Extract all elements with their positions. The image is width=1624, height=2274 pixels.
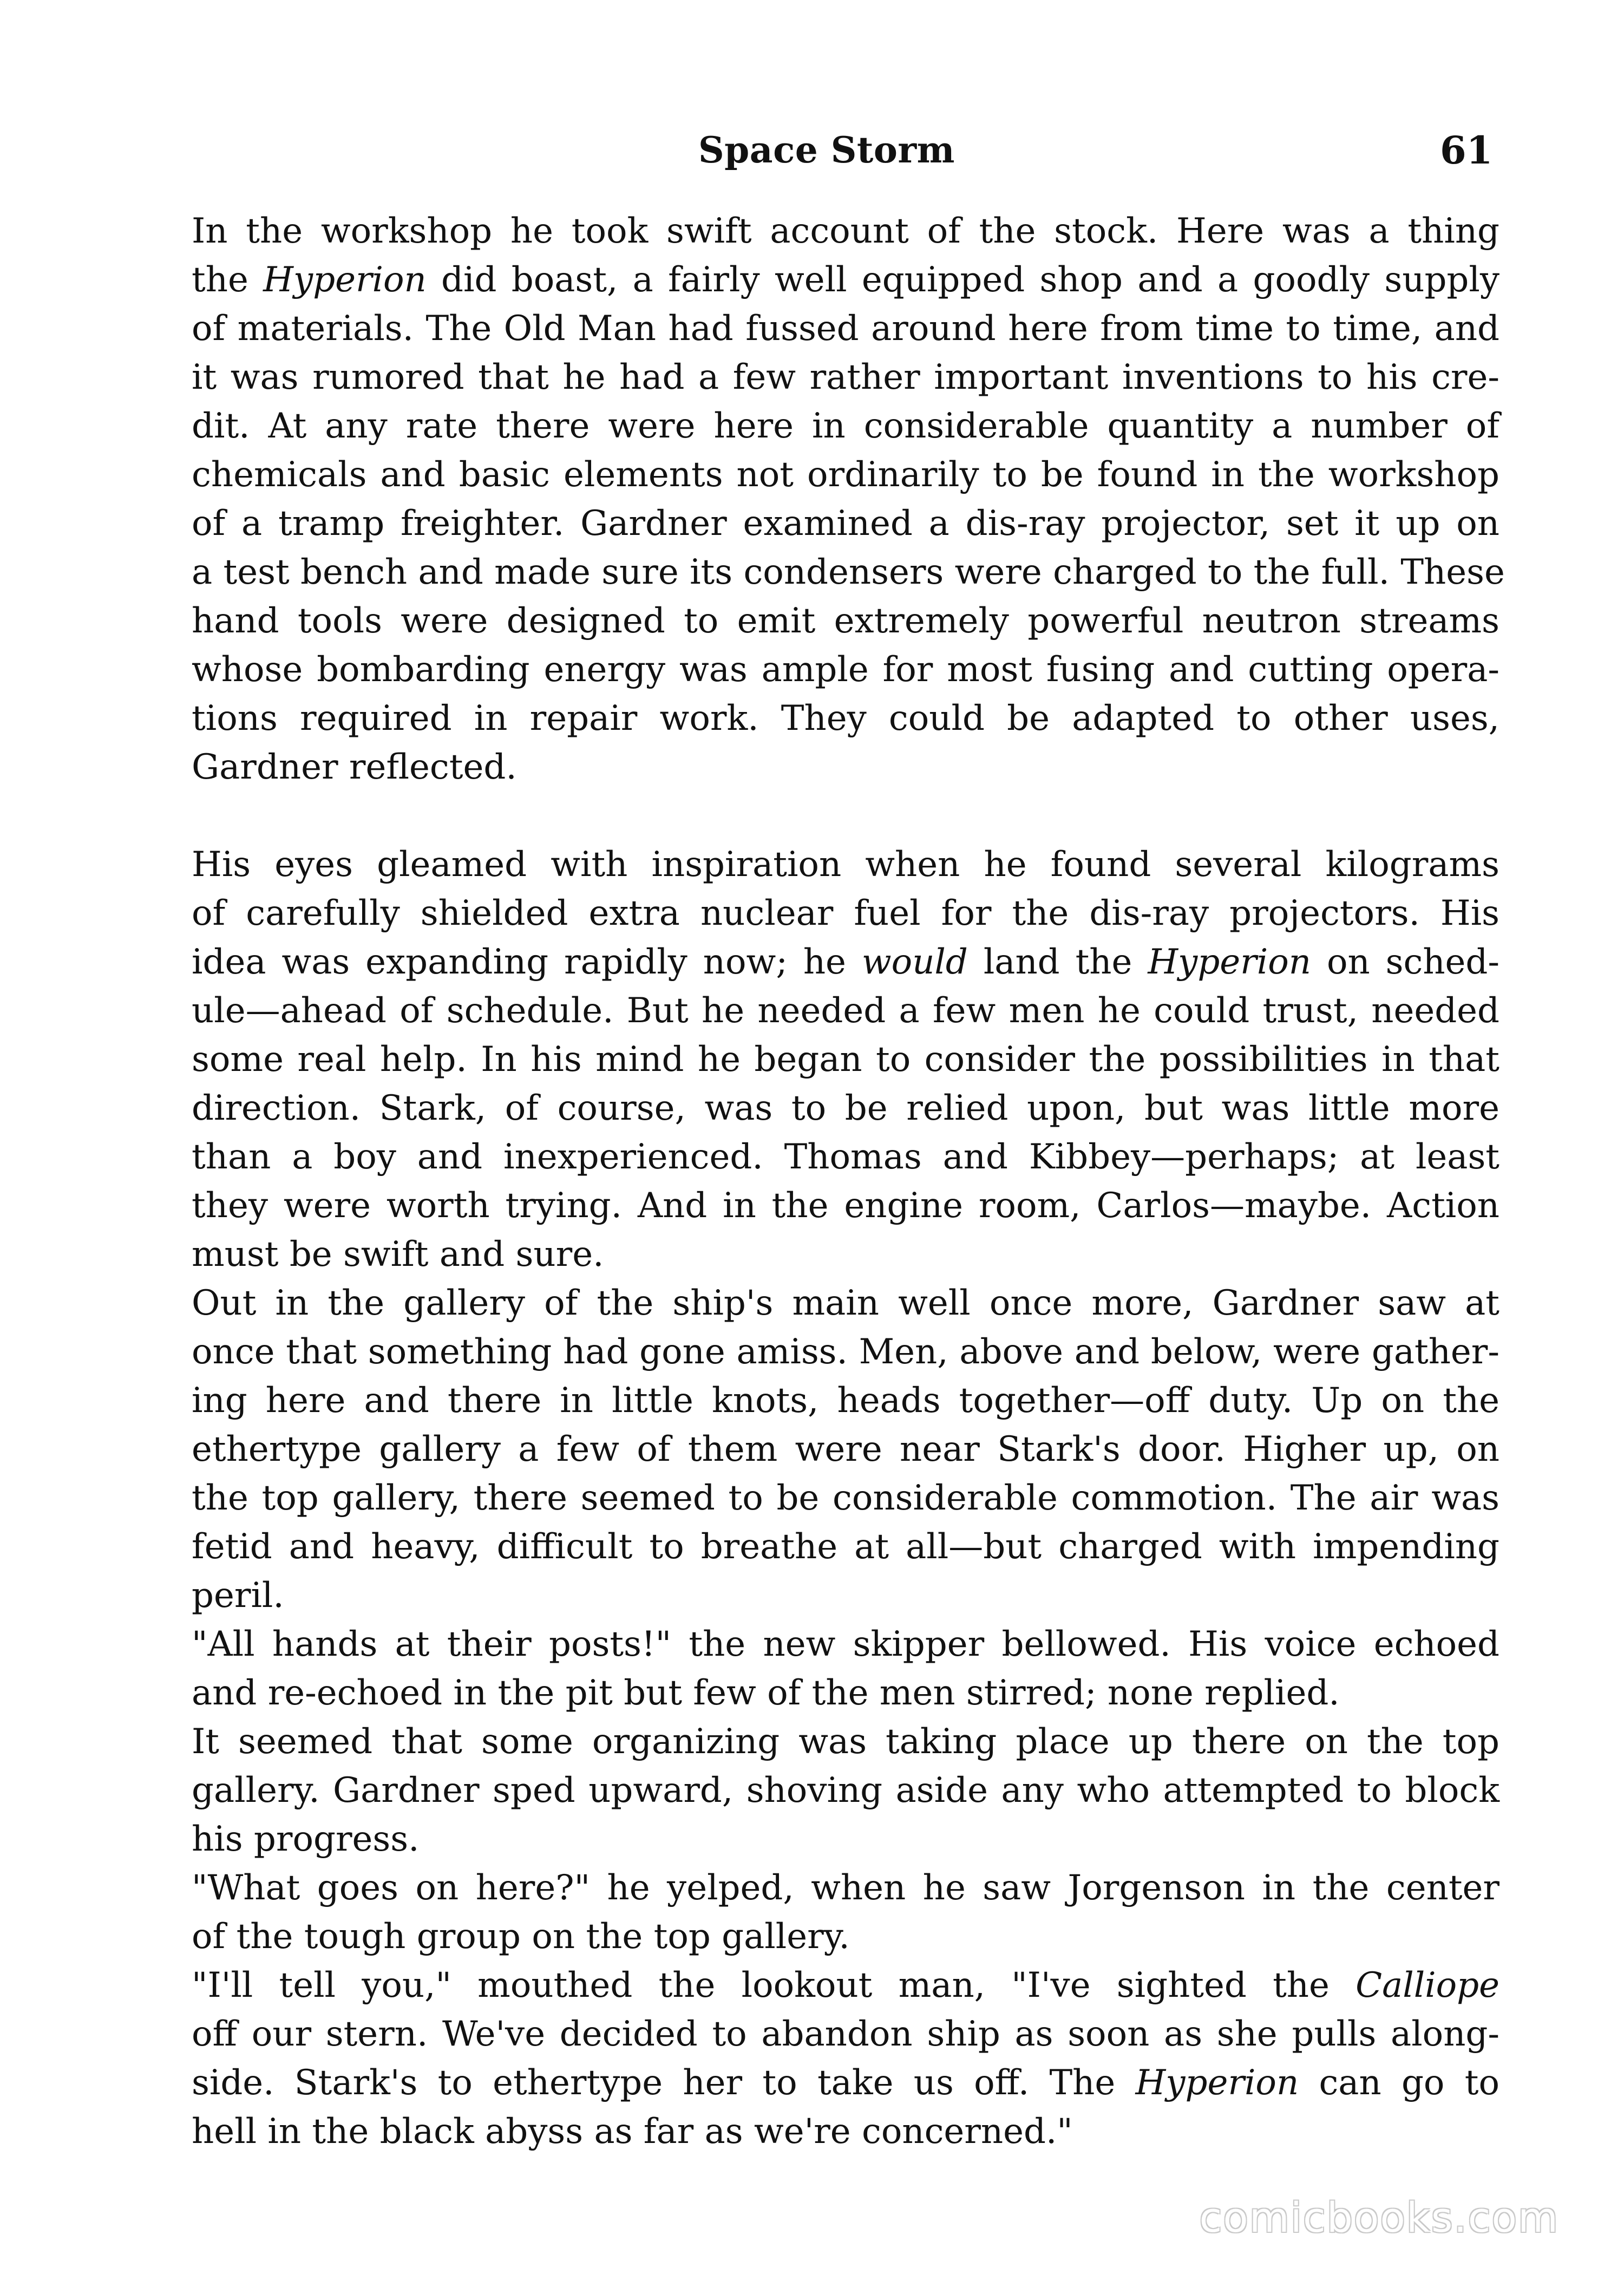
text-line: than a boy and inexperienced. Thomas and Kibbey—perhaps; at least: [192, 1137, 1499, 1177]
text-line: they were worth trying. And in the engine room, Carlos—maybe. Action: [192, 1186, 1499, 1226]
text-line: direction. Stark, of course, was to be relied upon, but was little more: [192, 1088, 1499, 1128]
text-line: his progress.: [192, 1819, 420, 1859]
text-line: His eyes gleamed with inspiration when he found several kilograms: [192, 845, 1499, 885]
italic-text: Hyperion: [1135, 2063, 1299, 2103]
text-line: chemicals and basic elements not ordinarily to be found in the workshop: [192, 455, 1499, 495]
paragraph: [135, 1864, 1499, 1961]
text-line: "All hands at their posts!" the new skipper bellowed. His voice echoed: [192, 1624, 1499, 1664]
text-line: some real help. In his mind he began to consider the possibilities in that: [192, 1040, 1499, 1080]
text-line: "What goes on here?" he yelped, when he saw Jorgenson in the center: [192, 1868, 1499, 1908]
text-line: peril.: [192, 1576, 284, 1616]
text-line: ethertype gallery a few of them were near Stark's door. Higher up, on: [192, 1429, 1499, 1469]
paragraph-gap: [135, 792, 1499, 840]
paragraph: [135, 840, 1499, 1279]
text-line: tions required in repair work. They could be adapted to other uses,: [192, 698, 1499, 739]
text-line: once that something had gone amiss. Men, above and below, were gather-: [192, 1332, 1499, 1372]
page-number: 61: [1440, 128, 1493, 173]
paragraph: [135, 1717, 1499, 1864]
text-line: dit. At any rate there were here in considerable quantity a number of: [192, 406, 1499, 446]
text-line: Out in the gallery of the ship's main well once more, Gardner saw at: [192, 1283, 1499, 1323]
text-line: whose bombarding energy was ample for most fusing and cutting opera-: [192, 650, 1499, 690]
text-line: off our stern. We've decided to abandon ship as soon as she pulls along-: [192, 2014, 1499, 2054]
text-line: ule—ahead of schedule. But he needed a few men he could trust, needed: [192, 991, 1499, 1031]
paragraph: [135, 1620, 1499, 1717]
text-line: hand tools were designed to emit extremely powerful neutron streams: [192, 601, 1499, 641]
text-line: of a tramp freighter. Gardner examined a dis-ray projector, set it up on: [192, 504, 1499, 544]
text-line: must be swift and sure.: [192, 1234, 604, 1275]
text-line: the Hyperion did boast, a fairly well equipped shop and a goodly supply: [192, 260, 1500, 300]
text-line: of materials. The Old Man had fussed around here from time to time, and: [192, 309, 1499, 349]
text-line: In the workshop he took swift account of the stock. Here was a thing: [192, 211, 1499, 251]
text-line: the top gallery, there seemed to be considerable commotion. The air was: [192, 1478, 1499, 1518]
text-line: it was rumored that he had a few rather important inventions to his cre-: [192, 357, 1499, 397]
watermark-logo: comicbooks.com: [1199, 2193, 1559, 2242]
italic-text: would: [861, 942, 968, 982]
text-line: fetid and heavy, difficult to breathe at all—but charged with impending: [192, 1527, 1499, 1567]
text-line: idea was expanding rapidly now; he would land the Hyperion on sched-: [192, 942, 1500, 982]
text-line: of carefully shielded extra nuclear fuel for the dis-ray projectors. His: [192, 893, 1499, 933]
text-line: "I'll tell you," mouthed the lookout man, "I've sighted the Calliope: [192, 1965, 1499, 2005]
paragraph: [135, 1279, 1499, 1620]
italic-text: Hyperion: [1148, 942, 1311, 982]
body-text: [135, 207, 1505, 2156]
italic-text: Calliope: [1355, 1965, 1499, 2005]
text-line: side. Stark's to ethertype her to take us off. The Hyperion can go to: [192, 2063, 1500, 2103]
text-line: a test bench and made sure its condensers were charged to the full. These: [192, 552, 1505, 592]
italic-text: Hyperion: [263, 260, 427, 300]
text-line: and re-echoed in the pit but few of the men stirred; none replied.: [192, 1673, 1340, 1713]
text-line: It seemed that some organizing was taking place up there on the top: [192, 1722, 1499, 1762]
text-line: gallery. Gardner sped upward, shoving aside any who attempted to block: [192, 1770, 1499, 1811]
paragraph: [135, 1961, 1499, 2156]
paragraph: [135, 207, 1505, 792]
text-line: of the tough group on the top gallery.: [192, 1917, 850, 1957]
running-title: Space Storm: [698, 129, 955, 171]
text-line: hell in the black abyss as far as we're concerned.": [192, 2112, 1073, 2152]
text-line: ing here and there in little knots, heads together—off duty. Up on the: [192, 1381, 1499, 1421]
text-line: Gardner reflected.: [192, 747, 517, 787]
